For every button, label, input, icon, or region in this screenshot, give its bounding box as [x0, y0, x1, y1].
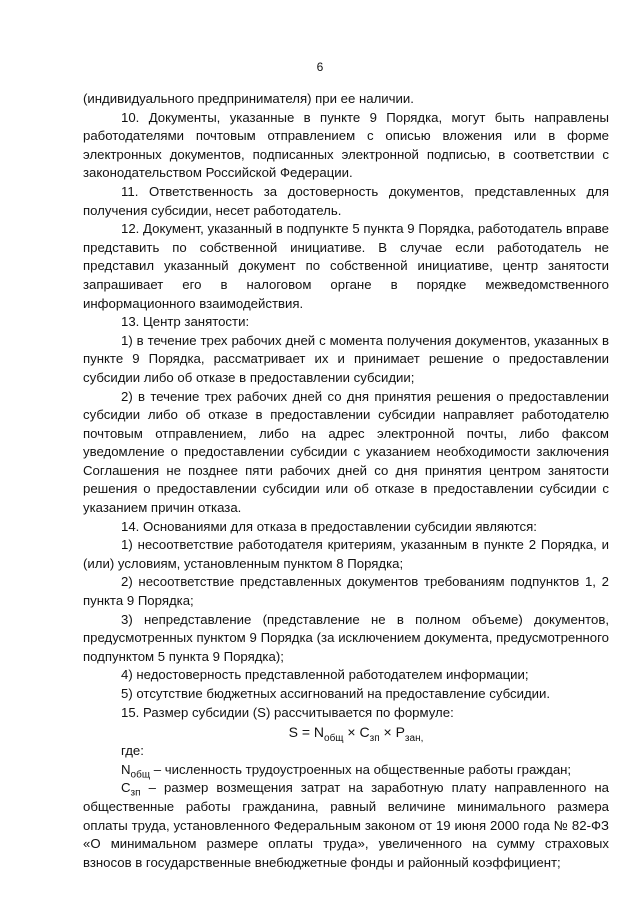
paragraph-13-heading: 13. Центр занятости: [121, 314, 250, 330]
paragraph-10: 10. Документы, указанные в пункте 9 Порядка, могут быть направлены работодателями почтовым отправлением с описью вложения или в форме электронных документов, подписанных электронной подписью, в соответствии с законодательством Российской Федерации. [83, 109, 609, 181]
where-label: где: [121, 743, 144, 759]
paragraph-14-item-1: 1) несоответствие работодателя критериям, указанным в пункте 2 Порядка, и (или) условиям, установленным пунктом 8 Порядка; [83, 537, 609, 571]
paragraph-14-item-2: 2) несоответствие представленных документов требованиям подпунктов 1, 2 пункта 9 Порядка; [83, 574, 609, 609]
paragraph-14-item-4: 4) недостоверность представленной работодателем информации; [121, 667, 529, 683]
subsidy-formula: $S = N_{общ} \times C_{зп} \times P_{зан,}$ [288, 724, 424, 744]
document-body [83, 90, 609, 872]
paragraph-continuation: (индивидуального предпринимателя) при ее наличии. [83, 91, 414, 106]
paragraph-14-item-3: 3) непредставление (представление не в полном объеме) документов, предусмотренных пунктом 9 Порядка (за исключением документа, предусмотренного подпунктом 5 пункта 9 Порядка); [83, 611, 609, 664]
definition-n: $N_{общ}$ – численность трудоустроенных на общественные работы граждан; [121, 761, 572, 781]
definition-c: $C_{зп}$ – размер возмещения затрат на заработную плату направленного на общественные работы гражданина, равный величине минимального размера оплаты труда, установленного Федеральным законом от 19 июня 2000 года № 82-ФЗ «О минимальном размере оплаты труда», увеличенного на сумму страховых взносов в государственные внебюджетные фонды и районный коэффициент; [83, 780, 609, 870]
paragraph-12: 12. Документ, указанный в подпункте 5 пункта 9 Порядка, работодатель вправе представить по собственной инициативе. В случае если работодатель не представил указанный документ по собственной инициативе, центр занятости запрашивает его в налоговом органе в порядке межведомственного информационного взаимодействия. [83, 221, 609, 311]
paragraph-15: 15. Размер субсидии (S) рассчитывается по формуле: [121, 704, 454, 720]
paragraph-11: 11. Ответственность за достоверность документов, представленных для получения субсидии, несет работодатель. [83, 183, 609, 218]
paragraph-14-heading: 14. Основаниями для отказа в предоставлении субсидии являются: [121, 518, 537, 534]
page-number: 6 [316, 60, 324, 74]
paragraph-14-item-5: 5) отсутствие бюджетных ассигнований на предоставление субсидии. [121, 686, 551, 701]
paragraph-13-item-2: 2) в течение трех рабочих дней со дня принятия решения о предоставлении субсидии либо об отказе в предоставлении субсидии направляет работодателю почтовым отправлением, либо на адрес электронной почты, либо факсом уведомление о предоставлении субсидии с указанием необходимости заключения Соглашения не позднее пяти рабочих дней со дня принятия центром занятости решения о предоставлении субсидии или об отказе в предоставлении субсидии с указанием причин отказа. [83, 388, 609, 516]
paragraph-13-item-1: 1) в течение трех рабочих дней с момента получения документов, указанных в пункте 9 Порядка, рассматривает их и принимает решение о предоставлении субсидии либо об отказе в предоставлении субсидии; [83, 332, 609, 385]
